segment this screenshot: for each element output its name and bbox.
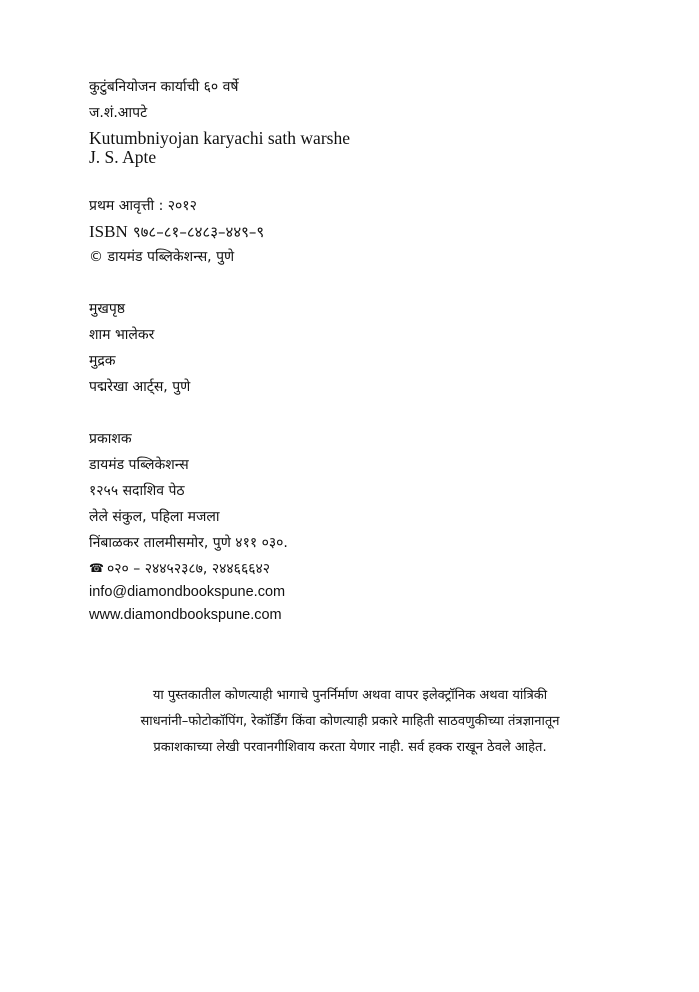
rights-notice-line3: प्रकाशकाच्या लेखी परवानगीशिवाय करता येणार नाही. सर्व हक्क राखून ठेवले आहेत. xyxy=(153,740,547,755)
cover-artist: शाम भालेकर xyxy=(89,327,155,343)
isbn-label: ISBN xyxy=(89,222,128,241)
author-english: J. S. Apte xyxy=(89,147,157,167)
publisher-website[interactable]: www.diamondbookspune.com xyxy=(89,607,282,623)
publisher-email[interactable]: info@diamondbookspune.com xyxy=(89,584,286,600)
publisher-address-line1: १२५५ सदाशिव पेठ xyxy=(89,483,185,499)
printer-name: पद्मरेखा आर्ट्स, पुणे xyxy=(89,379,191,395)
isbn xyxy=(89,223,264,240)
isbn-value: ९७८–८१–८४८३–४४९–९ xyxy=(132,223,265,241)
author-marathi: ज.शं.आपटे xyxy=(89,105,148,121)
publisher-label: प्रकाशक xyxy=(89,431,132,447)
publisher-phone xyxy=(89,562,270,576)
first-edition: प्रथम आवृत्ती : २०१२ xyxy=(89,198,197,214)
printer-label: मुद्रक xyxy=(89,353,116,369)
publisher-address-line3: निंबाळकर तालमीसमोर, पुणे ४११ ०३०. xyxy=(89,535,288,551)
cover-label: मुखपृष्ठ xyxy=(89,301,126,317)
publisher-name: डायमंड पब्लिकेशन्स xyxy=(89,457,189,473)
rights-notice-line2: साधनांनी–फोटोकॉपिंग, रेकॉर्डिंग किंवा कोणत्याही प्रकारे माहिती साठवणुकीच्या तंत्रज्ञानातून xyxy=(140,714,560,729)
book-title-english: Kutumbniyojan karyachi sath warshe xyxy=(89,128,350,148)
copyright-notice: © डायमंड पब्लिकेशन्स, पुणे xyxy=(89,249,235,265)
book-title-marathi: कुटुंबनियोजन कार्याची ६० वर्षे xyxy=(89,79,239,95)
telephone-icon: ☎ xyxy=(89,561,104,575)
publisher-address-line2: लेले संकुल, पहिला मजला xyxy=(89,509,220,525)
phone-number: ०२० – २४४५२३८७, २४४६६६४२ xyxy=(106,561,271,577)
rights-notice-line1: या पुस्तकातील कोणत्याही भागाचे पुनर्निर्माण अथवा वापर इलेक्ट्रॉनिक अथवा यांत्रिकी xyxy=(152,688,548,703)
rights-notice xyxy=(60,683,640,761)
